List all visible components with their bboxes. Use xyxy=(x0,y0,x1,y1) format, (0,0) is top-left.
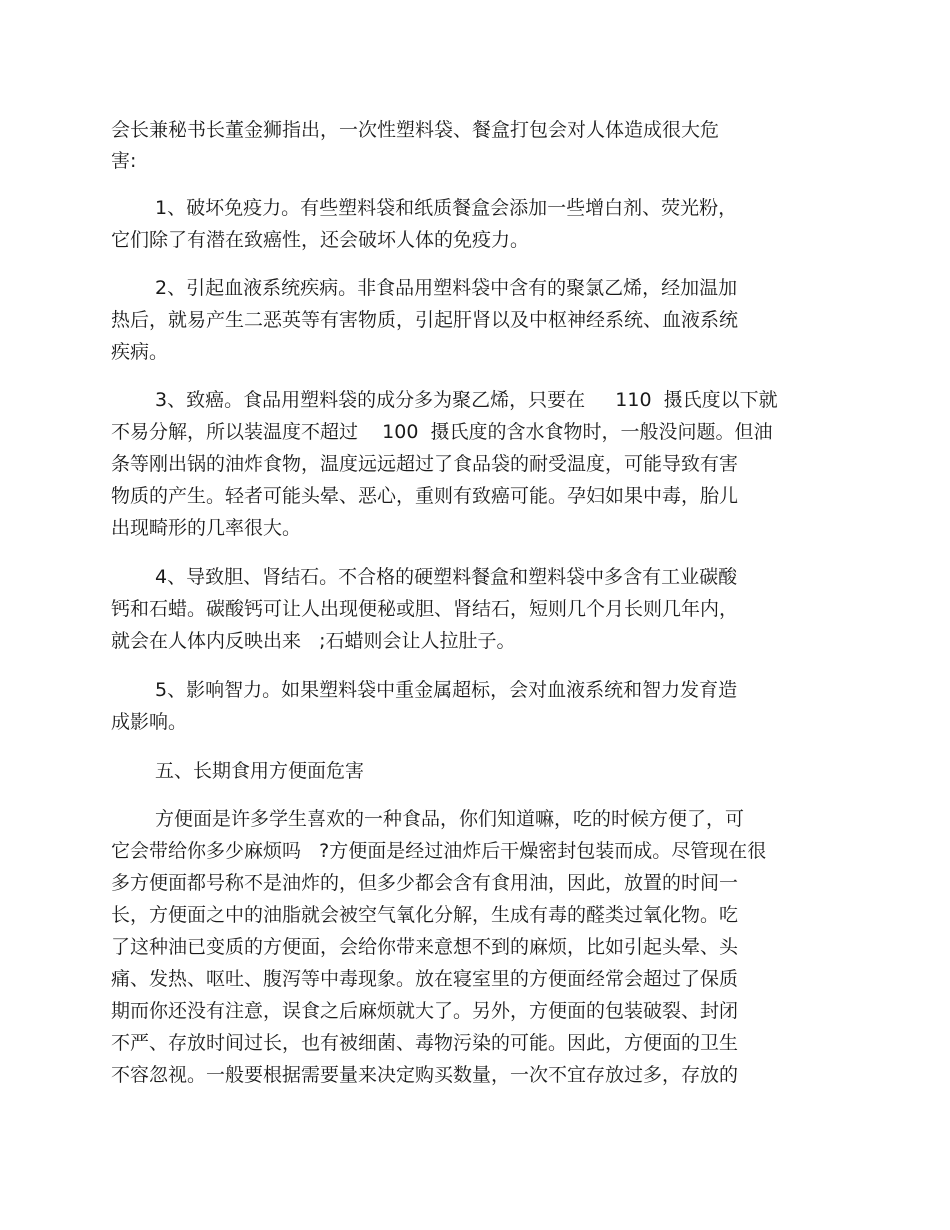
text-line: 它会带给你多少麻烦吗 ?方便面是经过油炸后干燥密封包装而成。尽管现在很 xyxy=(111,840,767,862)
text-line: 1、破坏免疫力。有些塑料袋和纸质餐盒会添加一些增白剂、荧光粉， xyxy=(155,197,738,219)
section-heading: 五、长期食用方便面危害 xyxy=(155,760,365,782)
text-line: 成影响。 xyxy=(111,711,188,733)
text-line: 痛、发热、呕吐、腹泻等中毒现象。放在寝室里的方便面经常会超过了保质 xyxy=(111,968,739,990)
text-line: 害: xyxy=(111,150,137,172)
text-line: 多方便面都号称不是油炸的，但多少都会含有食用油，因此，放置的时间一 xyxy=(111,872,739,894)
text-line: 不严、存放时间过长，也有被细菌、毒物污染的可能。因此，方便面的卫生 xyxy=(111,1032,739,1054)
text-line: 了这种油已变质的方便面，会给你带来意想不到的麻烦，比如引起头晕、头 xyxy=(111,936,739,958)
text-line: 就会在人体内反映出来 ;石蜡则会让人拉肚子。 xyxy=(111,630,516,652)
text-line: 出现畸形的几率很大。 xyxy=(111,517,302,539)
text-line: 疾病。 xyxy=(111,341,169,363)
text-line: 期而你还没有注意，误食之后麻烦就大了。另外，方便面的包装破裂、封闭 xyxy=(111,1000,739,1022)
text-line: 它们除了有潜在致癌性，还会破坏人体的免疫力。 xyxy=(111,229,530,251)
text-line: 物质的产生。轻者可能头晕、恶心，重则有致癌可能。孕妇如果中毒，胎儿 xyxy=(111,485,739,507)
text-line: 方便面是许多学生喜欢的一种食品，你们知道嘛，吃的时候方便了，可 xyxy=(155,808,745,830)
text-line: 钙和石蜡。碳酸钙可让人出现便秘或胆、肾结石，短则几个月长则几年内， xyxy=(111,598,739,620)
text-line: 条等刚出锅的油炸食物，温度远远超过了食品袋的耐受温度，可能导致有害 xyxy=(111,453,739,475)
text-line: 3、致癌。食品用塑料袋的成分多为聚乙烯，只要在 110 摄氏度以下就 xyxy=(155,389,778,411)
text-line: 不容忽视。一般要根据需要量来决定购买数量，一次不宜存放过多，存放的 xyxy=(111,1064,739,1086)
text-line: 5、影响智力。如果塑料袋中重金属超标，会对血液系统和智力发育造 xyxy=(155,679,738,701)
text-line: 不易分解，所以装温度不超过 100 摄氏度的含水食物时，一般没问题。但油 xyxy=(111,421,773,443)
text-line: 会长兼秘书长董金狮指出，一次性塑料袋、餐盒打包会对人体造成很大危 xyxy=(111,119,720,141)
text-line: 2、引起血液系统疾病。非食品用塑料袋中含有的聚氯乙烯，经加温加 xyxy=(155,277,738,299)
text-line: 热后，就易产生二恶英等有害物质，引起肝肾以及中枢神经系统、血液系统 xyxy=(111,309,739,331)
text-line: 长，方便面之中的油脂就会被空气氧化分解，生成有毒的醛类过氧化物。吃 xyxy=(111,904,739,926)
text-line: 4、导致胆、肾结石。不合格的硬塑料餐盒和塑料袋中多含有工业碳酸 xyxy=(155,566,738,588)
